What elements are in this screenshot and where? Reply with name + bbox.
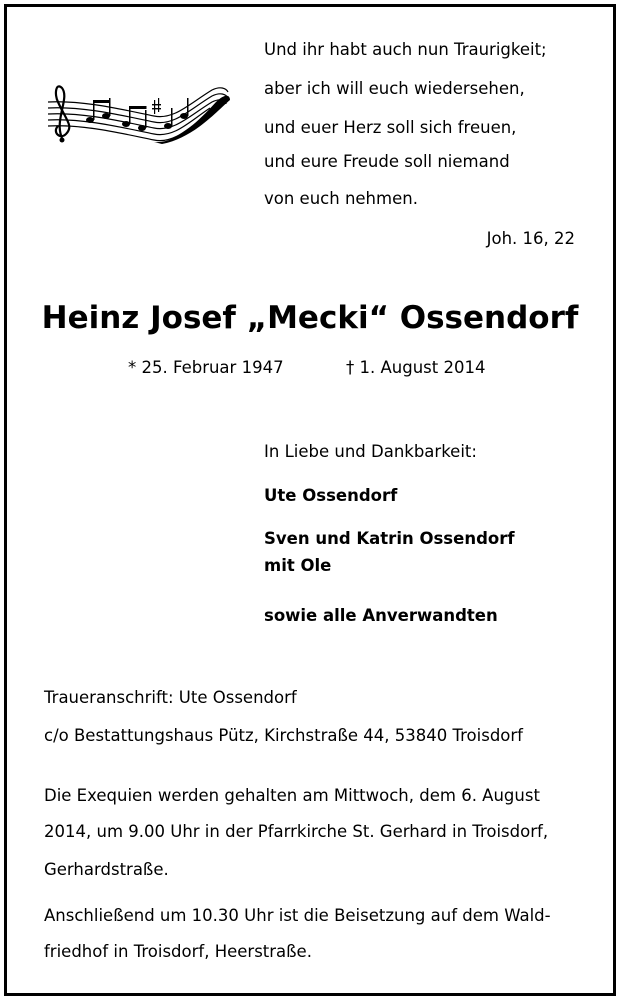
service-line: Gerhardstraße. (44, 860, 169, 879)
burial-line: friedhof in Troisdorf, Heerstraße. (44, 942, 312, 961)
verse-line: aber ich will euch wiedersehen, (264, 79, 525, 98)
deceased-name: Heinz Josef „Mecki“ Ossendorf (41, 300, 579, 336)
mourner-name: Sven und Katrin Ossendorf (264, 529, 515, 548)
address-line: c/o Bestattungshaus Pütz, Kirchstraße 44, 53840 Troisdorf (44, 726, 523, 745)
address-line: Traueranschrift: Ute Ossendorf (44, 688, 297, 707)
verse-line: Und ihr habt auch nun Traurigkeit; (264, 40, 547, 59)
mourner-name: mit Ole (264, 556, 332, 575)
verse-reference: Joh. 16, 22 (486, 229, 575, 248)
verse-line: und eure Freude soll niemand (264, 152, 510, 171)
mourners-intro: In Liebe und Dankbarkeit: (264, 442, 477, 461)
service-line: Die Exequien werden gehalten am Mittwoch, dem 6. August (44, 786, 540, 805)
mourner-name: sowie alle Anverwandten (264, 606, 498, 625)
verse-line: und euer Herz soll sich freuen, (264, 118, 517, 137)
birth-date: * 25. Februar 1947 (128, 358, 284, 377)
service-line: 2014, um 9.00 Uhr in der Pfarrkirche St. Gerhard in Troisdorf, (44, 822, 549, 841)
music-notes-icon (44, 80, 230, 146)
mourner-name: Ute Ossendorf (264, 486, 398, 505)
death-date: † 1. August 2014 (346, 358, 486, 377)
burial-line: Anschließend um 10.30 Uhr ist die Beisetzung auf dem Wald- (44, 906, 551, 925)
verse-line: von euch nehmen. (264, 189, 418, 208)
